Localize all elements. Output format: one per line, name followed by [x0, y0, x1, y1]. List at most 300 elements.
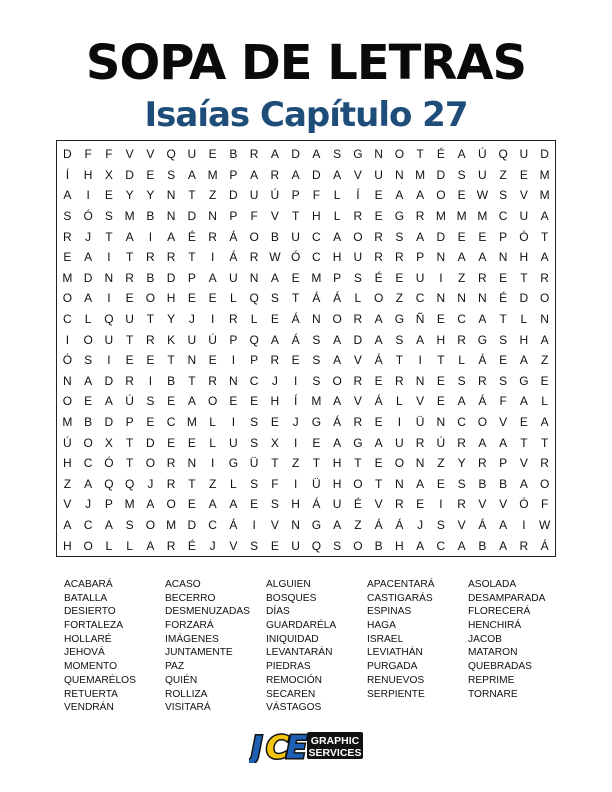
grid-letter[interactable]: M	[415, 167, 426, 182]
grid-letter[interactable]: E	[374, 209, 383, 224]
grid-letter[interactable]: O	[249, 229, 259, 244]
grid-letter[interactable]: E	[457, 188, 466, 203]
grid-letter[interactable]: V	[519, 188, 528, 203]
grid-letter[interactable]: Z	[499, 167, 507, 182]
grid-letter[interactable]: É	[374, 270, 383, 285]
grid-letter[interactable]: T	[540, 435, 549, 450]
grid-letter[interactable]: L	[333, 188, 341, 203]
grid-letter[interactable]: E	[436, 373, 445, 388]
grid-letter[interactable]: R	[374, 250, 383, 265]
grid-letter[interactable]: O	[353, 229, 363, 244]
grid-letter[interactable]: G	[519, 373, 529, 388]
grid-letter[interactable]: J	[85, 497, 92, 512]
grid-letter[interactable]: R	[63, 229, 72, 244]
grid-letter[interactable]: A	[167, 229, 176, 244]
grid-letter[interactable]: C	[436, 538, 446, 553]
grid-letter[interactable]: R	[457, 332, 466, 347]
grid-letter[interactable]: R	[395, 373, 404, 388]
grid-letter[interactable]: C	[249, 373, 259, 388]
grid-letter[interactable]: R	[125, 373, 134, 388]
grid-letter[interactable]: G	[394, 312, 405, 327]
grid-letter[interactable]: L	[354, 291, 362, 306]
grid-letter[interactable]: A	[374, 332, 383, 347]
grid-letter[interactable]: G	[394, 209, 405, 224]
grid-letter[interactable]: O	[539, 291, 550, 306]
grid-letter[interactable]: R	[166, 538, 176, 553]
grid-letter[interactable]: H	[166, 291, 176, 306]
grid-letter[interactable]: N	[415, 456, 425, 471]
grid-letter[interactable]: C	[63, 312, 72, 327]
grid-letter[interactable]: U	[332, 497, 342, 512]
grid-letter[interactable]: C	[457, 415, 466, 430]
grid-letter[interactable]: Z	[354, 517, 362, 532]
grid-letter[interactable]: M	[477, 209, 488, 224]
grid-letter[interactable]: R	[125, 270, 134, 285]
grid-letter[interactable]: N	[374, 147, 383, 162]
grid-letter[interactable]: B	[229, 147, 238, 162]
grid-letter[interactable]: Á	[478, 394, 487, 409]
grid-letter[interactable]: O	[332, 373, 342, 388]
grid-letter[interactable]: S	[457, 167, 466, 182]
grid-letter[interactable]: E	[84, 394, 93, 409]
grid-letter[interactable]: Á	[312, 497, 321, 512]
grid-letter[interactable]: S	[457, 373, 466, 388]
grid-letter[interactable]: L	[84, 312, 92, 327]
grid-letter[interactable]: I	[107, 291, 111, 306]
grid-letter[interactable]: Á	[374, 394, 383, 409]
grid-letter[interactable]: E	[63, 250, 72, 265]
grid-letter[interactable]: A	[229, 497, 238, 512]
grid-letter[interactable]: E	[291, 270, 300, 285]
grid-letter[interactable]: C	[312, 250, 321, 265]
grid-letter[interactable]: R	[353, 373, 363, 388]
grid-letter[interactable]: L	[250, 312, 258, 327]
grid-letter[interactable]: T	[125, 456, 134, 471]
grid-letter[interactable]: H	[332, 456, 342, 471]
grid-letter[interactable]: U	[291, 538, 300, 553]
grid-letter[interactable]: E	[436, 476, 445, 491]
grid-letter[interactable]: E	[250, 394, 259, 409]
grid-letter[interactable]: Q	[166, 147, 176, 162]
grid-letter[interactable]: A	[187, 394, 196, 409]
grid-letter[interactable]: E	[146, 353, 155, 368]
grid-letter[interactable]: E	[167, 394, 176, 409]
grid-letter[interactable]: Á	[478, 353, 487, 368]
grid-letter[interactable]: J	[147, 476, 154, 491]
grid-letter[interactable]: M	[62, 270, 73, 285]
grid-letter[interactable]: O	[62, 291, 73, 306]
grid-letter[interactable]: I	[293, 373, 298, 388]
grid-letter[interactable]: T	[499, 312, 507, 327]
grid-letter[interactable]: R	[166, 476, 176, 491]
grid-letter[interactable]: S	[167, 167, 176, 182]
grid-letter[interactable]: I	[210, 456, 215, 471]
grid-letter[interactable]: H	[519, 332, 529, 347]
grid-letter[interactable]: Z	[395, 291, 404, 306]
grid-letter[interactable]: O	[166, 497, 176, 512]
grid-letter[interactable]: O	[373, 291, 384, 306]
grid-letter[interactable]: A	[499, 538, 508, 553]
grid-letter[interactable]: H	[83, 167, 93, 182]
grid-letter[interactable]: S	[270, 291, 279, 306]
grid-letter[interactable]: Á	[374, 517, 383, 532]
grid-letter[interactable]: U	[353, 250, 363, 265]
grid-letter[interactable]: J	[271, 373, 278, 388]
grid-letter[interactable]: A	[499, 517, 508, 532]
grid-letter[interactable]: I	[210, 250, 215, 265]
grid-letter[interactable]: R	[478, 270, 487, 285]
grid-letter[interactable]: N	[187, 353, 197, 368]
grid-letter[interactable]: F	[84, 147, 92, 162]
grid-letter[interactable]: E	[374, 415, 383, 430]
grid-letter[interactable]: L	[333, 209, 341, 224]
grid-letter[interactable]: C	[498, 209, 508, 224]
grid-letter[interactable]: E	[229, 394, 238, 409]
grid-letter[interactable]: Z	[208, 476, 217, 491]
grid-letter[interactable]: A	[395, 188, 404, 203]
grid-letter[interactable]: M	[311, 394, 322, 409]
grid-letter[interactable]: O	[145, 456, 156, 471]
grid-letter[interactable]: A	[519, 476, 528, 491]
grid-letter[interactable]: F	[271, 476, 279, 491]
grid-letter[interactable]: Ó	[290, 250, 301, 265]
grid-letter[interactable]: O	[145, 517, 156, 532]
grid-letter[interactable]: A	[416, 229, 425, 244]
grid-letter[interactable]: C	[457, 312, 466, 327]
grid-letter[interactable]: E	[291, 353, 300, 368]
grid-letter[interactable]: M	[456, 209, 467, 224]
grid-letter[interactable]: R	[270, 167, 280, 182]
grid-letter[interactable]: T	[540, 229, 549, 244]
grid-letter[interactable]: N	[63, 373, 72, 388]
grid-letter[interactable]: L	[230, 291, 237, 306]
grid-letter[interactable]: I	[439, 270, 443, 285]
grid-letter[interactable]: O	[394, 456, 405, 471]
grid-letter[interactable]: O	[436, 188, 446, 203]
grid-letter[interactable]: C	[83, 517, 93, 532]
grid-letter[interactable]: Ü	[249, 456, 259, 471]
grid-letter[interactable]: S	[499, 373, 508, 388]
grid-letter[interactable]: E	[187, 497, 196, 512]
grid-letter[interactable]: D	[83, 270, 93, 285]
grid-letter[interactable]: Q	[498, 147, 508, 162]
grid-letter[interactable]: X	[104, 167, 113, 182]
grid-letter[interactable]: U	[229, 270, 238, 285]
grid-letter[interactable]: Z	[291, 456, 300, 471]
grid-letter[interactable]: T	[291, 291, 300, 306]
grid-letter[interactable]: R	[166, 456, 176, 471]
grid-letter[interactable]: A	[146, 497, 155, 512]
grid-letter[interactable]: L	[209, 435, 216, 450]
grid-letter[interactable]: L	[520, 312, 528, 327]
grid-letter[interactable]: R	[395, 250, 404, 265]
grid-letter[interactable]: E	[395, 270, 404, 285]
grid-letter[interactable]: D	[104, 373, 114, 388]
grid-letter[interactable]: N	[436, 291, 446, 306]
grid-letter[interactable]: A	[187, 167, 196, 182]
grid-letter[interactable]: E	[270, 415, 279, 430]
grid-letter[interactable]: N	[498, 250, 508, 265]
grid-letter[interactable]: J	[209, 538, 216, 553]
grid-letter[interactable]: S	[104, 209, 113, 224]
grid-letter[interactable]: N	[166, 188, 176, 203]
grid-letter[interactable]: O	[83, 435, 93, 450]
grid-letter[interactable]: T	[146, 312, 155, 327]
grid-letter[interactable]: B	[146, 270, 155, 285]
grid-letter[interactable]: B	[270, 229, 279, 244]
grid-letter[interactable]: B	[478, 538, 487, 553]
grid-letter[interactable]: N	[291, 517, 300, 532]
grid-letter[interactable]: O	[83, 332, 93, 347]
grid-letter[interactable]: R	[374, 229, 383, 244]
grid-letter[interactable]: Q	[124, 476, 135, 491]
grid-letter[interactable]: Ü	[312, 476, 321, 491]
grid-letter[interactable]: U	[187, 332, 197, 347]
grid-letter[interactable]: R	[353, 415, 363, 430]
grid-letter[interactable]: A	[457, 394, 466, 409]
grid-letter[interactable]: E	[250, 497, 259, 512]
grid-letter[interactable]: X	[270, 435, 279, 450]
grid-letter[interactable]: R	[208, 373, 217, 388]
grid-letter[interactable]: R	[415, 435, 425, 450]
grid-letter[interactable]: R	[519, 538, 529, 553]
grid-letter[interactable]: A	[146, 538, 155, 553]
grid-letter[interactable]: S	[250, 435, 259, 450]
grid-letter[interactable]: T	[105, 229, 113, 244]
grid-letter[interactable]: U	[519, 209, 529, 224]
grid-letter[interactable]: U	[478, 167, 487, 182]
grid-letter[interactable]: Á	[478, 517, 487, 532]
grid-letter[interactable]: U	[291, 229, 300, 244]
grid-letter[interactable]: S	[250, 538, 259, 553]
grid-letter[interactable]: N	[208, 209, 217, 224]
grid-letter[interactable]: L	[209, 415, 216, 430]
grid-letter[interactable]: B	[374, 538, 383, 553]
grid-letter[interactable]: Á	[333, 415, 342, 430]
grid-letter[interactable]: H	[270, 394, 280, 409]
grid-letter[interactable]: I	[107, 250, 111, 265]
grid-letter[interactable]: A	[478, 250, 487, 265]
grid-letter[interactable]: M	[124, 209, 135, 224]
grid-letter[interactable]: M	[124, 497, 135, 512]
grid-letter[interactable]: D	[146, 435, 155, 450]
grid-letter[interactable]: D	[436, 167, 446, 182]
grid-letter[interactable]: X	[104, 435, 113, 450]
grid-letter[interactable]: N	[187, 456, 197, 471]
grid-letter[interactable]: P	[187, 270, 196, 285]
grid-letter[interactable]: E	[104, 188, 113, 203]
grid-letter[interactable]: U	[249, 188, 259, 203]
grid-letter[interactable]: L	[126, 538, 133, 553]
grid-letter[interactable]: H	[332, 476, 342, 491]
grid-letter[interactable]: Ó	[62, 353, 73, 368]
grid-letter[interactable]: P	[333, 270, 342, 285]
grid-letter[interactable]: N	[395, 167, 404, 182]
grid-letter[interactable]: Y	[167, 312, 176, 327]
grid-letter[interactable]: T	[437, 353, 445, 368]
grid-letter[interactable]: M	[311, 270, 322, 285]
grid-letter[interactable]: B	[84, 415, 93, 430]
grid-letter[interactable]: O	[332, 312, 342, 327]
grid-letter[interactable]: A	[333, 394, 342, 409]
grid-letter[interactable]: Q	[249, 332, 259, 347]
grid-letter[interactable]: T	[188, 476, 196, 491]
grid-letter[interactable]: Y	[457, 456, 466, 471]
grid-letter[interactable]: H	[395, 538, 404, 553]
grid-letter[interactable]: V	[353, 353, 362, 368]
grid-letter[interactable]: P	[250, 353, 259, 368]
grid-letter[interactable]: A	[416, 476, 425, 491]
grid-letter[interactable]: S	[457, 476, 466, 491]
grid-letter[interactable]: V	[125, 147, 134, 162]
grid-letter[interactable]: V	[374, 497, 383, 512]
grid-letter[interactable]: D	[187, 517, 197, 532]
grid-letter[interactable]: É	[499, 291, 508, 306]
grid-letter[interactable]: I	[418, 353, 422, 368]
grid-letter[interactable]: Á	[229, 250, 238, 265]
grid-letter[interactable]: A	[374, 312, 383, 327]
grid-letter[interactable]: A	[416, 538, 425, 553]
grid-letter[interactable]: Á	[291, 312, 300, 327]
grid-letter[interactable]: E	[312, 435, 321, 450]
grid-letter[interactable]: G	[311, 415, 322, 430]
grid-letter[interactable]: D	[125, 167, 134, 182]
grid-letter[interactable]: H	[63, 538, 72, 553]
grid-letter[interactable]: Á	[312, 291, 321, 306]
grid-letter[interactable]: P	[229, 167, 238, 182]
grid-letter[interactable]: S	[312, 353, 321, 368]
grid-letter[interactable]: D	[291, 147, 300, 162]
grid-letter[interactable]: Z	[63, 476, 72, 491]
grid-letter[interactable]: A	[519, 353, 528, 368]
grid-letter[interactable]: R	[415, 209, 425, 224]
grid-letter[interactable]: V	[457, 517, 466, 532]
grid-letter[interactable]: P	[229, 209, 238, 224]
grid-letter[interactable]: A	[291, 167, 300, 182]
grid-letter[interactable]: A	[84, 250, 93, 265]
grid-letter[interactable]: E	[146, 167, 155, 182]
grid-letter[interactable]: A	[457, 538, 466, 553]
grid-letter[interactable]: N	[312, 312, 321, 327]
grid-letter[interactable]: Y	[125, 188, 134, 203]
grid-letter[interactable]: R	[249, 147, 259, 162]
grid-letter[interactable]: D	[104, 415, 114, 430]
grid-letter[interactable]: M	[539, 167, 550, 182]
grid-letter[interactable]: A	[416, 188, 425, 203]
grid-letter[interactable]: F	[312, 188, 321, 203]
grid-letter[interactable]: C	[415, 291, 425, 306]
grid-letter[interactable]: O	[353, 538, 363, 553]
grid-letter[interactable]: E	[374, 373, 383, 388]
grid-letter[interactable]: A	[270, 147, 279, 162]
grid-letter[interactable]: E	[208, 353, 217, 368]
grid-letter[interactable]: S	[125, 517, 134, 532]
grid-letter[interactable]: O	[394, 147, 405, 162]
grid-letter[interactable]: C	[312, 229, 321, 244]
grid-letter[interactable]: E	[540, 373, 549, 388]
grid-letter[interactable]: V	[353, 394, 362, 409]
grid-letter[interactable]: S	[63, 209, 72, 224]
grid-letter[interactable]: R	[540, 456, 549, 471]
grid-letter[interactable]: T	[354, 456, 362, 471]
grid-letter[interactable]: Á	[229, 229, 238, 244]
grid-letter[interactable]: I	[293, 435, 298, 450]
grid-letter[interactable]: U	[395, 435, 404, 450]
grid-letter[interactable]: T	[188, 188, 196, 203]
grid-letter[interactable]: U	[125, 312, 134, 327]
grid-letter[interactable]: G	[353, 147, 363, 162]
grid-letter[interactable]: I	[439, 497, 443, 512]
grid-letter[interactable]: A	[84, 476, 93, 491]
grid-letter[interactable]: Á	[395, 517, 404, 532]
grid-letter[interactable]: F	[540, 497, 549, 512]
grid-letter[interactable]: J	[85, 229, 92, 244]
grid-letter[interactable]: Z	[208, 188, 217, 203]
grid-letter[interactable]: F	[499, 394, 507, 409]
grid-letter[interactable]: Ó	[519, 229, 529, 244]
grid-letter[interactable]: A	[333, 167, 342, 182]
grid-letter[interactable]: G	[353, 435, 363, 450]
grid-letter[interactable]: E	[519, 167, 528, 182]
grid-letter[interactable]: D	[312, 167, 321, 182]
grid-letter[interactable]: E	[208, 291, 217, 306]
grid-letter[interactable]: V	[270, 209, 279, 224]
grid-letter[interactable]: E	[208, 147, 217, 162]
grid-letter[interactable]: G	[311, 517, 322, 532]
grid-letter[interactable]: I	[148, 229, 153, 244]
grid-letter[interactable]: H	[519, 250, 529, 265]
grid-letter[interactable]: B	[146, 209, 155, 224]
grid-letter[interactable]: P	[125, 415, 134, 430]
grid-letter[interactable]: N	[249, 270, 259, 285]
grid-letter[interactable]: A	[333, 332, 342, 347]
grid-letter[interactable]: I	[231, 415, 236, 430]
grid-letter[interactable]: S	[499, 332, 508, 347]
grid-letter[interactable]: R	[208, 229, 217, 244]
grid-letter[interactable]: E	[146, 415, 155, 430]
grid-letter[interactable]: R	[146, 332, 155, 347]
grid-letter[interactable]: M	[166, 517, 177, 532]
grid-letter[interactable]: O	[145, 291, 156, 306]
grid-letter[interactable]: A	[63, 188, 72, 203]
grid-letter[interactable]: W	[538, 517, 551, 532]
grid-letter[interactable]: P	[104, 497, 113, 512]
grid-letter[interactable]: S	[270, 497, 279, 512]
grid-letter[interactable]: W	[476, 188, 489, 203]
grid-letter[interactable]: N	[457, 291, 466, 306]
grid-letter[interactable]: A	[457, 250, 466, 265]
grid-letter[interactable]: O	[83, 538, 93, 553]
grid-letter[interactable]: N	[166, 209, 176, 224]
grid-letter[interactable]: S	[395, 229, 404, 244]
grid-letter[interactable]: R	[166, 250, 176, 265]
grid-letter[interactable]: Í	[293, 394, 298, 409]
grid-letter[interactable]: M	[539, 188, 550, 203]
grid-letter[interactable]: D	[187, 209, 197, 224]
grid-letter[interactable]: Y	[146, 188, 155, 203]
grid-letter[interactable]: Ú	[270, 188, 280, 203]
grid-letter[interactable]: Q	[104, 312, 114, 327]
grid-letter[interactable]: S	[353, 270, 362, 285]
grid-letter[interactable]: N	[415, 373, 425, 388]
grid-letter[interactable]: D	[519, 291, 529, 306]
grid-letter[interactable]: E	[270, 312, 279, 327]
grid-letter[interactable]: N	[436, 250, 446, 265]
grid-letter[interactable]: R	[478, 373, 487, 388]
grid-letter[interactable]: Q	[311, 538, 322, 553]
grid-letter[interactable]: Z	[540, 353, 549, 368]
grid-letter[interactable]: E	[416, 497, 425, 512]
